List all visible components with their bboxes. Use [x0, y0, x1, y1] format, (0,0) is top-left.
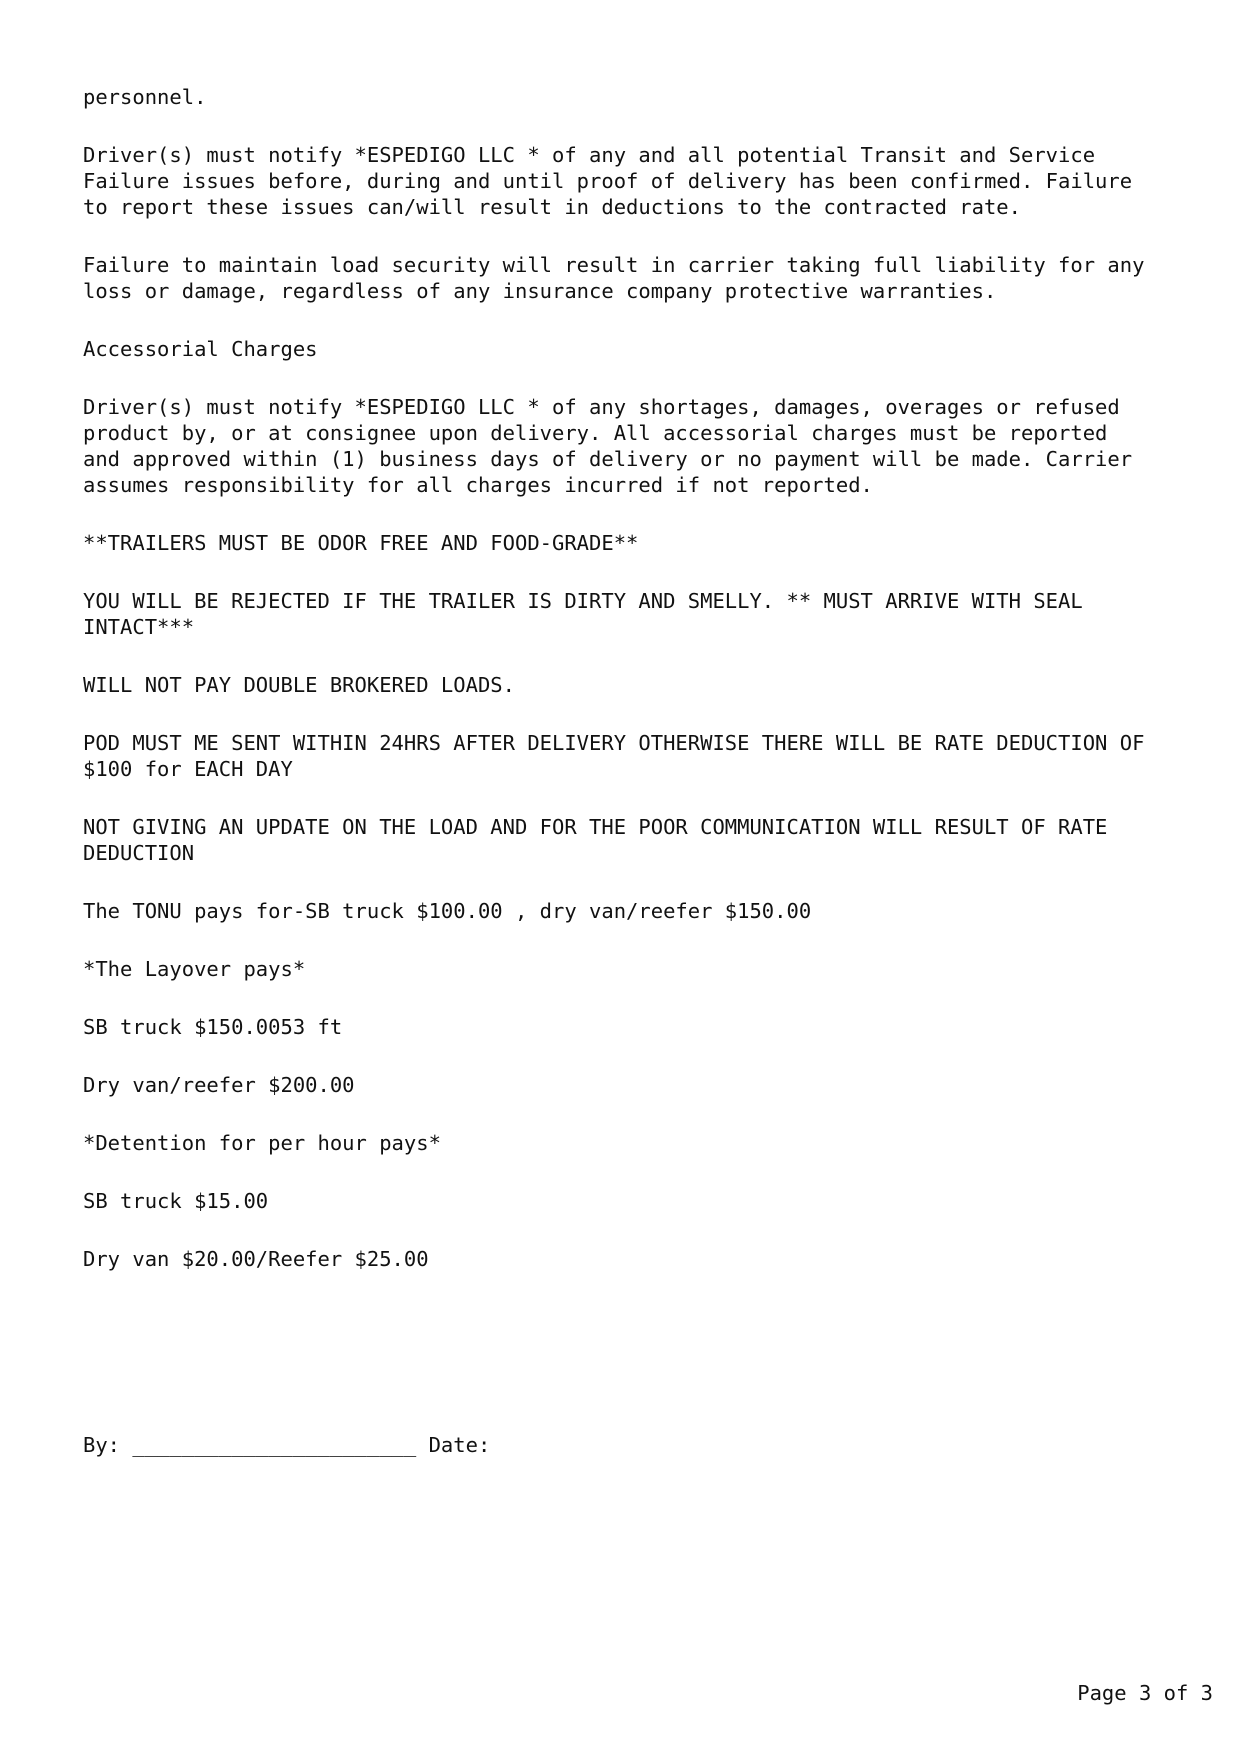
paragraph-communication-deduction: NOT GIVING AN UPDATE ON THE LOAD AND FOR THE POOR COMMUNICATION WILL RESULT OF RATE DEDUCTION [83, 815, 1108, 865]
paragraph-tonu-rates: The TONU pays for-SB truck $100.00 , dry van/reefer $150.00 [83, 899, 812, 923]
paragraph-rejection-warning: YOU WILL BE REJECTED IF THE TRAILER IS DIRTY AND SMELLY. ** MUST ARRIVE WITH SEAL INTACT*** [83, 589, 1083, 639]
heading-accessorial-charges: Accessorial Charges [83, 337, 318, 361]
page-number: Page 3 of 3 [1077, 1681, 1213, 1705]
heading-layover-pays: *The Layover pays* [83, 957, 306, 981]
rate-detention-dry-van-reefer: Dry van $20.00/Reefer $25.00 [83, 1247, 429, 1271]
rate-detention-sb-truck: SB truck $15.00 [83, 1189, 269, 1213]
terms-body [83, 84, 1173, 1304]
rate-layover-sb-truck: SB truck $150.0053 ft [83, 1015, 343, 1039]
paragraph-trailer-requirements: **TRAILERS MUST BE ODOR FREE AND FOOD-GRADE** [83, 531, 639, 555]
paragraph-pod-deadline: POD MUST ME SENT WITHIN 24HRS AFTER DELIVERY OTHERWISE THERE WILL BE RATE DEDUCTION OF $100 for EACH DAY [83, 731, 1145, 781]
paragraph-load-security: Failure to maintain load security will result in carrier taking full liability for any loss or damage, regardless of any insurance company protective warranties. [83, 253, 1145, 303]
paragraph-double-brokered: WILL NOT PAY DOUBLE BROKERED LOADS. [83, 673, 515, 697]
paragraph-personnel: personnel. [83, 85, 207, 109]
signature-date-line: By: _______________________ Date: [83, 1433, 491, 1457]
rate-layover-dry-van-reefer: Dry van/reefer $200.00 [83, 1073, 355, 1097]
heading-detention-pays: *Detention for per hour pays* [83, 1131, 441, 1155]
paragraph-transit-service-failure: Driver(s) must notify *ESPEDIGO LLC * of any and all potential Transit and Service Failure issues before, during and until proof of delivery has been confirmed. Failure to report these issues can/will result in deductions to the contracted rate. [83, 143, 1133, 219]
paragraph-accessorial-reporting: Driver(s) must notify *ESPEDIGO LLC * of any shortages, damages, overages or refused product by, or at consignee upon delivery. All accessorial charges must be reported and approved within (1) business days of delivery or no payment will be made. Carrier assumes responsibility for all charges incurred if not reported. [83, 395, 1133, 497]
